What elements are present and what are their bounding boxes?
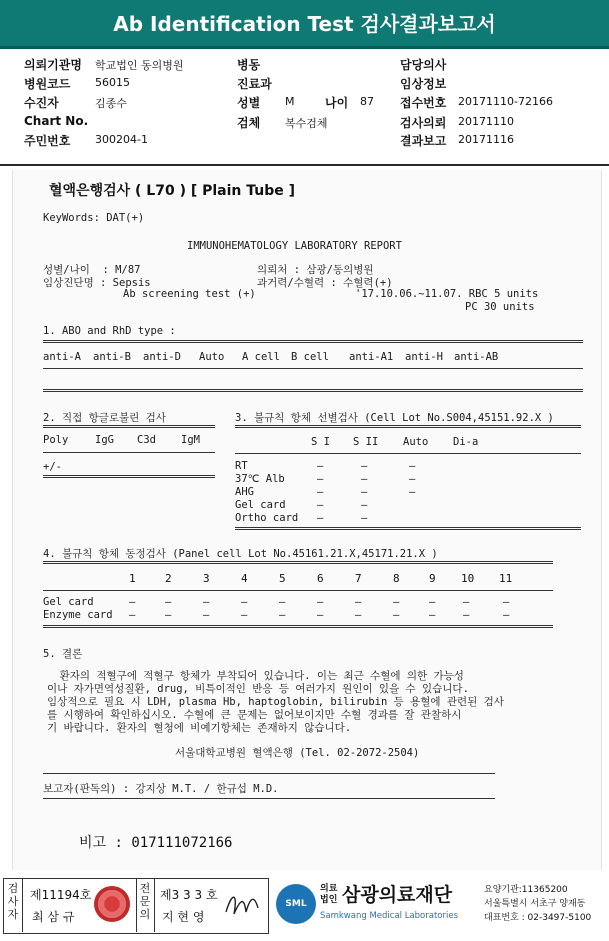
sec1-col-1: anti-B	[93, 351, 131, 363]
org-name: 삼광의료재단	[342, 884, 453, 906]
sec1-col-6: anti-A1	[349, 351, 394, 363]
sec4-row-1-v1: –	[165, 609, 172, 621]
sec2-mid-rule	[43, 452, 215, 453]
sml-logo-icon: SML	[276, 884, 316, 924]
conclusion-line-3: 를 시행하여 확인하십시오. 수혈에 큰 문제는 없어보이지만 수혈 경과를 잘 관찰하시	[47, 709, 462, 721]
lab-report-scan	[12, 170, 602, 870]
code-label: 병원코드	[24, 77, 71, 91]
specialist-name: 지 현 영	[162, 910, 205, 924]
sec3-row-1-v0: –	[317, 473, 324, 485]
request-label: 검사의뢰	[400, 116, 447, 130]
conclusion-line-4: 기 바랍니다. 환자의 혈청에 비예기항체는 존재하지 않습니다.	[47, 722, 352, 734]
sec4-row-0-v10: –	[503, 596, 510, 608]
sex-age-line: 성별/나이 : M/87	[43, 264, 141, 276]
sec4-title: 4. 불규칙 항체 동정검사 (Panel cell Lot No.45161.21.X,45171.21.X )	[43, 548, 438, 560]
sex-label: 성별	[237, 96, 261, 110]
ward-label: 병동	[237, 58, 261, 72]
age-value: 87	[360, 95, 374, 108]
sec2-col-3: IgM	[181, 434, 200, 446]
sec1-mid-rule	[43, 368, 583, 369]
reporter-line: 보고자(판독의) : 강지상 M.T. / 한규섭 M.D.	[43, 783, 279, 795]
sec3-row-2-v2: –	[409, 486, 416, 498]
sec4-row-1-v6: –	[355, 609, 362, 621]
sec3-top-rule	[235, 425, 581, 428]
receipt-label: 접수번호	[400, 96, 447, 110]
sec4-row-0-v5: –	[317, 596, 324, 608]
sec4-bottom-rule	[43, 625, 553, 628]
sec3-row-0-label: RT	[235, 460, 248, 472]
tester-divider	[22, 878, 23, 932]
reporter-bottom-rule	[43, 798, 495, 799]
sec4-col-0: 1	[129, 572, 136, 585]
sec4-col-5: 6	[317, 572, 324, 585]
hospital-value: 학교법인 동의병원	[95, 59, 184, 72]
sec4-row-0-v2: –	[203, 596, 210, 608]
sec3-row-4-v1: –	[361, 512, 368, 524]
sec4-row-0-label: Gel card	[43, 596, 94, 608]
sec4-row-0-v8: –	[429, 596, 436, 608]
sec3-col-3: Di-a	[453, 436, 479, 448]
sec2-col-2: C3d	[137, 434, 156, 446]
sec4-row-1-v7: –	[393, 609, 400, 621]
keywords: KeyWords: DAT(+)	[43, 212, 145, 224]
dept-label: 진료과	[237, 77, 272, 91]
org-english-name: Samkwang Medical Laboratories	[320, 911, 459, 921]
specialist-divider-right	[154, 878, 155, 932]
sec3-row-4-label: Ortho card	[235, 512, 299, 524]
screening-line: Ab screening test (+)	[123, 288, 256, 300]
reporter-top-rule	[43, 773, 495, 774]
sec3-row-1-label: 37℃ Alb	[235, 473, 285, 485]
sec1-top-rule	[43, 340, 583, 343]
sec3-row-3-label: Gel card	[235, 499, 286, 511]
age-label: 나이	[325, 96, 349, 110]
specimen-label: 검체	[237, 116, 261, 130]
hospital-label: 의뢰기관명	[24, 58, 82, 72]
sec4-row-1-v8: –	[429, 609, 436, 621]
request-value: 20171110	[458, 115, 514, 128]
sec1-col-2: anti-D	[143, 351, 181, 363]
sec3-row-0-v0: –	[317, 460, 324, 472]
sec2-top-rule	[43, 425, 215, 428]
sec2-result: +/-	[43, 461, 62, 473]
conclusion-line-0: 환자의 적혈구에 적혈구 항체가 부착되어 있습니다. 이는 최근 수혈에 의한 가능성	[47, 670, 464, 682]
sec4-row-0-v6: –	[355, 596, 362, 608]
sec4-row-0-v4: –	[279, 596, 286, 608]
sec3-mid-rule	[235, 453, 581, 454]
tester-label: 검사자	[7, 882, 19, 921]
sec4-col-4: 5	[279, 572, 286, 585]
specialist-number: 제3 3 3 호	[160, 888, 218, 902]
sec3-col-2: Auto	[403, 436, 429, 448]
rrn-label: 주민번호	[24, 134, 71, 148]
handwritten-signature-icon	[222, 886, 262, 922]
sec1-bottom-rule	[43, 389, 583, 392]
conclusion-line-2: 임상적으로 필요 시 LDH, plasma Hb, haptoglobin, bilirubin 등 용혈에 관련된 검사	[47, 696, 504, 708]
sec4-row-0-v7: –	[393, 596, 400, 608]
sec4-col-8: 9	[429, 572, 436, 585]
sec4-row-1-label: Enzyme card	[43, 609, 113, 621]
sec4-row-1-v9: –	[463, 609, 470, 621]
history-line: 과거력/수혈력 : 수혈력(+)	[257, 277, 393, 289]
sec3-row-0-v1: –	[361, 460, 368, 472]
patient-info-block	[0, 52, 609, 164]
specialist-divider-left	[136, 878, 137, 932]
org-phone: 대표번호 : 02-3497-5100	[484, 913, 592, 923]
sec3-row-1-v1: –	[361, 473, 368, 485]
sec2-col-0: Poly	[43, 434, 69, 446]
requester-line: 의뢰처 : 삼광/동의병원	[257, 264, 374, 276]
specialist-label: 전문의	[139, 882, 151, 921]
conclusion-line-1: 이나 자가면역성질환, drug, 비특이적인 반응 등 여러가지 원인이 있을 수 있습니다.	[47, 683, 469, 695]
chart-label: Chart No.	[24, 114, 89, 128]
tester-number: 제11194호	[30, 888, 92, 902]
sec1-col-4: A cell	[242, 351, 280, 363]
org-prefix-1: 의료	[320, 884, 338, 894]
sec4-row-0-v3: –	[241, 596, 248, 608]
tester-name: 최 삼 규	[32, 910, 75, 924]
org-address: 서울특별시 서초구 양재동	[484, 899, 586, 909]
sec4-col-2: 3	[203, 572, 210, 585]
sec3-row-2-label: AHG	[235, 486, 254, 498]
sec4-row-1-v0: –	[129, 609, 136, 621]
transfusion-line-2: PC 30 units	[465, 301, 535, 313]
sec4-row-0-v9: –	[463, 596, 470, 608]
info-divider	[0, 164, 609, 166]
sec4-top-rule	[43, 561, 553, 564]
sec4-row-0-v1: –	[165, 596, 172, 608]
sec3-col-1: S II	[353, 436, 379, 448]
sec3-bottom-rule	[235, 527, 581, 530]
receipt-value: 20171110-72166	[458, 95, 553, 108]
sec4-col-1: 2	[165, 572, 172, 585]
org-prefix-2: 법인	[320, 895, 338, 905]
sec4-row-1-v5: –	[317, 609, 324, 621]
sec4-mid-rule	[43, 590, 553, 591]
sec2-bottom-rule	[43, 475, 215, 478]
sec4-col-9: 10	[461, 572, 475, 585]
sec4-row-1-v2: –	[203, 609, 210, 621]
sec2-title: 2. 직접 항글로불린 검사	[43, 412, 166, 424]
report-header-title: Ab Identification Test 검사결과보고서	[0, 0, 609, 49]
report-title: 혈액은행검사 ( L70 ) [ Plain Tube ]	[49, 183, 296, 199]
sec4-col-7: 8	[393, 572, 400, 585]
sec3-row-1-v2: –	[409, 473, 416, 485]
code-value: 56015	[95, 76, 130, 89]
report-date-value: 20171116	[458, 133, 514, 146]
clinical-label: 임상정보	[400, 77, 447, 91]
sec1-title: 1. ABO and RhD type :	[43, 325, 176, 337]
org-ykiho: 요양기관:11365200	[484, 885, 568, 895]
sec5-title: 5. 결론	[43, 648, 83, 660]
patient-value: 김종수	[95, 97, 127, 110]
sec4-col-6: 7	[355, 572, 362, 585]
signature-footer	[0, 876, 609, 941]
sec4-row-1-v3: –	[241, 609, 248, 621]
sec1-col-7: anti-H	[405, 351, 443, 363]
specimen-value: 복수검체	[285, 117, 328, 130]
report-date-label: 결과보고	[400, 134, 447, 148]
sec1-col-8: anti-AB	[454, 351, 499, 363]
sec4-col-3: 4	[241, 572, 248, 585]
rrn-value: 300204-1	[95, 133, 148, 146]
seal-stamp-icon	[94, 886, 130, 922]
sec3-col-0: S I	[311, 436, 330, 448]
sec4-row-1-v4: –	[279, 609, 286, 621]
sec3-row-2-v0: –	[317, 486, 324, 498]
note-line: 비고 : 017111072166	[79, 835, 233, 851]
sex-value: M	[285, 95, 295, 108]
sec1-col-3: Auto	[199, 351, 225, 363]
sec4-col-10: 11	[499, 572, 513, 585]
institution-line: 서울대학교병원 혈액은행 (Tel. 02-2072-2504)	[175, 747, 420, 759]
sec3-row-3-v0: –	[317, 499, 324, 511]
sec4-row-1-v10: –	[503, 609, 510, 621]
diagnosis-line: 임상진단명 : Sepsis	[43, 277, 151, 289]
sec1-col-5: B cell	[291, 351, 329, 363]
patient-label: 수진자	[24, 96, 59, 110]
transfusion-line-1: '17.10.06.~11.07. RBC 5 units	[355, 288, 539, 300]
sec3-row-3-v1: –	[361, 499, 368, 511]
sec3-row-4-v0: –	[317, 512, 324, 524]
sec3-row-2-v1: –	[361, 486, 368, 498]
lab-title: IMMUNOHEMATOLOGY LABORATORY REPORT	[187, 240, 402, 252]
sec2-col-1: IgG	[95, 434, 114, 446]
doctor-label: 담당의사	[400, 58, 447, 72]
sec3-title: 3. 불규칙 항체 선별검사 (Cell Lot No.S004,45151.92.X )	[235, 412, 554, 424]
sec3-row-0-v2: –	[409, 460, 416, 472]
sec1-col-0: anti-A	[43, 351, 81, 363]
sec4-row-0-v0: –	[129, 596, 136, 608]
